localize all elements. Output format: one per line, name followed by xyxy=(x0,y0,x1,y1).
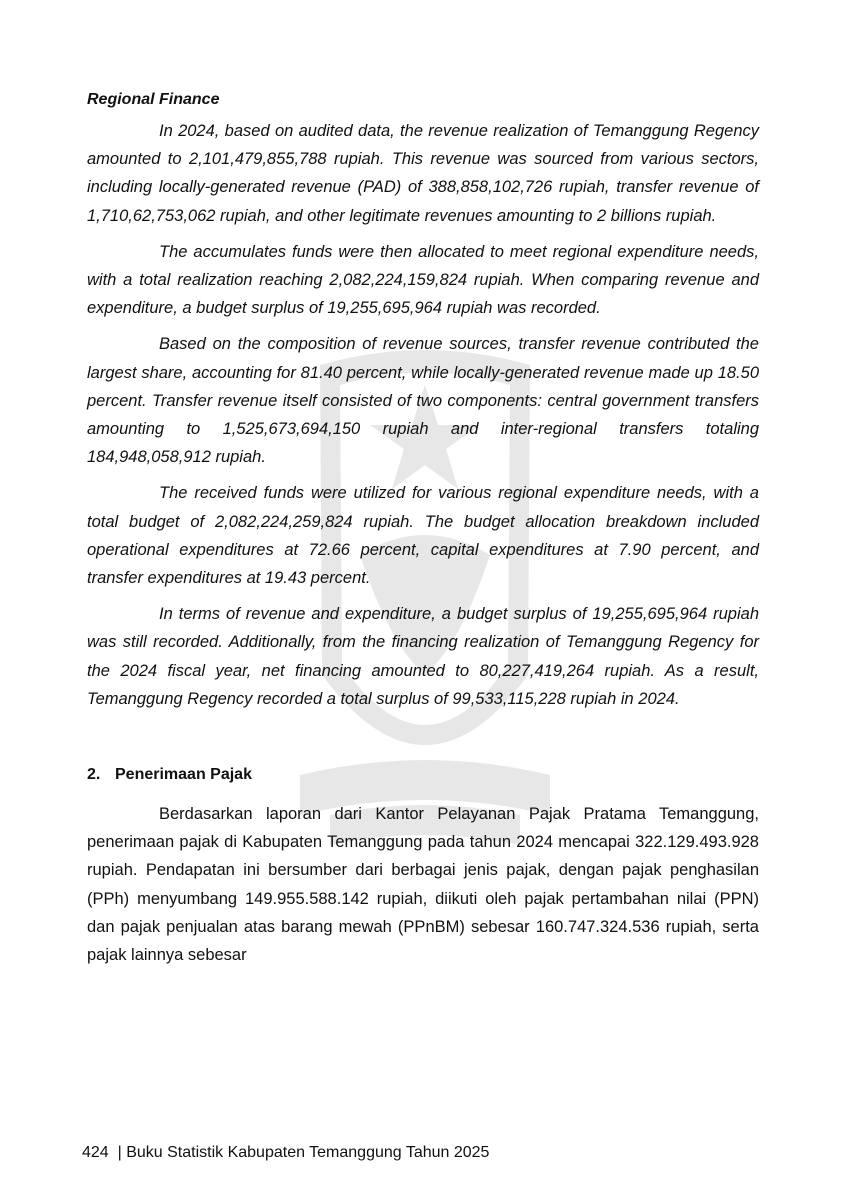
footer-book-title: Buku Statistik Kabupaten Temanggung Tahun 2025 xyxy=(126,1144,490,1161)
paragraph-revenue-composition: Based on the composition of revenue sources, transfer revenue contributed the largest share, accounting for 81.40 percent, while locally-generated revenue made up 18.50 percent. Transfer revenue itself consisted of two components: central government transfers amounting to 1,525,673,694,150 rupiah and inter-regional transfers totaling 184,948,058,912 rupiah. xyxy=(87,335,759,467)
page-number: 424 xyxy=(82,1144,109,1161)
paragraph-expenditure-allocation: The accumulates funds were then allocated to meet regional expenditure needs, with a total realization reaching 2,082,224,159,824 rupiah. When comparing revenue and expenditure, a budget surplus of 19,255,695,964 rupiah was recorded. xyxy=(87,242,759,318)
page-content xyxy=(87,88,759,969)
paragraph-expenditure-breakdown: The received funds were utilized for various regional expenditure needs, with a total budget of 2,082,224,259,824 rupiah. The budget allocation breakdown included operational expenditures at 72.66 percent, capital expenditures at 7.90 percent, and transfer expenditures at 19.43 percent. xyxy=(87,484,759,588)
section-number: 2. xyxy=(87,766,101,784)
section-heading-regional-finance: Regional Finance xyxy=(87,91,220,108)
paragraph-budget-surplus: In terms of revenue and expenditure, a budget surplus of 19,255,695,964 rupiah was still recorded. Additionally, from the financing realization of Temanggung Regency for the 2024 fiscal year, net financing amounted to 80,227,419,264 rupiah. As a result, Temanggung Regency recorded a total surplus of 99,533,115,228 rupiah in 2024. xyxy=(87,605,759,708)
section-title: Penerimaan Pajak xyxy=(115,766,252,784)
page-footer xyxy=(82,1142,489,1164)
footer-separator: | xyxy=(117,1144,122,1161)
paragraph-tax-revenue: Berdasarkan laporan dari Kantor Pelayanan Pajak Pratama Temanggung, penerimaan pajak di Kabupaten Temanggung pada tahun 2024 mencapai 322.129.493.928 rupiah. Pendapatan ini bersumber dari berbagai jenis pajak, dengan pajak penghasilan (PPh) menyumbang 149.955.588.142 rupiah, diikuti oleh pajak pertambahan nilai (PPN) dan pajak penjualan atas barang mewah (PPnBM) sebesar 160.747.324.536 rupiah, serta pajak lainnya sebesar xyxy=(87,805,759,965)
section-heading-tax-revenue xyxy=(87,763,759,787)
paragraph-revenue-realization: In 2024, based on audited data, the revenue realization of Temanggung Regency amounted to 2,101,479,855,788 rupiah. This revenue was sourced from various sectors, including locally-generated revenue (PAD) of 388,858,102,726 rupiah, transfer revenue of 1,710,62,753,062 rupiah, and other legitimate revenues amounting to 2 billions rupiah. xyxy=(87,122,759,225)
